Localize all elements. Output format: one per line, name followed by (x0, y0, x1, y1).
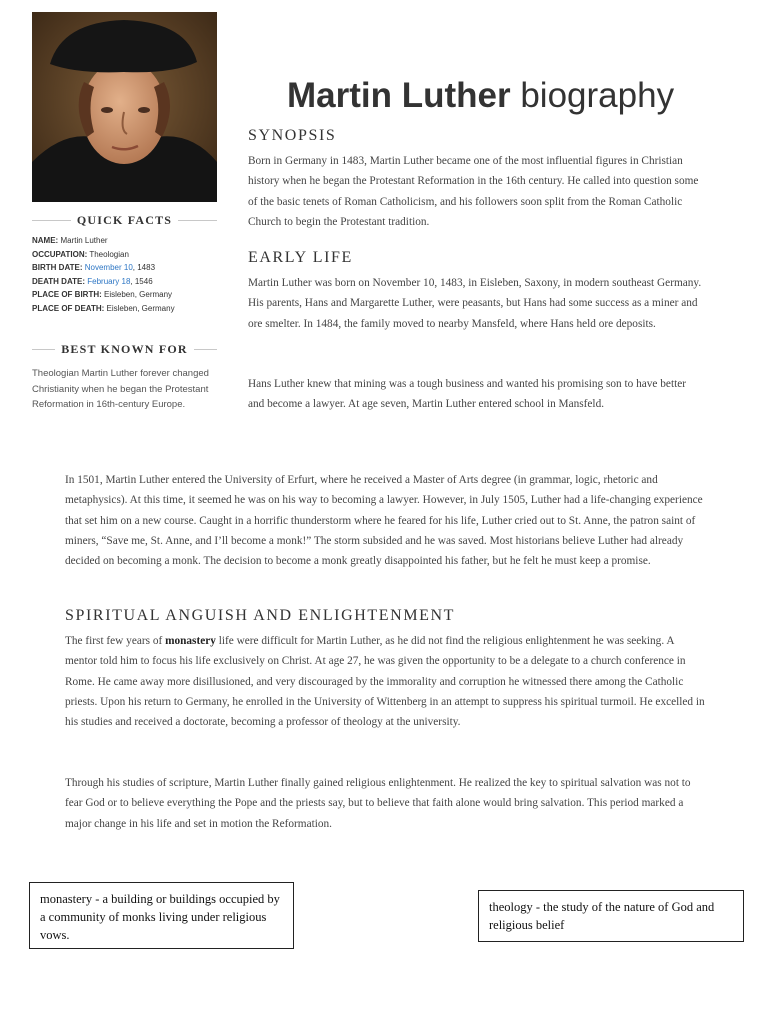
monastery-definition-box: monastery - a building or buildings occupied by a community of monks living under religious vows. (29, 882, 294, 949)
death-date-link[interactable]: February 18 (87, 276, 131, 286)
fact-place-of-death: PLACE OF DEATH: Eisleben, Germany (32, 303, 175, 313)
early-life-heading: EARLY LIFE (248, 249, 353, 266)
fact-occupation: OCCUPATION: Theologian (32, 249, 129, 259)
monastery-term: monastery (165, 635, 216, 647)
early-life-paragraph-1: Martin Luther was born on November 10, 1483, in Eisleben, Saxony, in modern southeast Germany. His parents, Hans and Margarette Luther, were peasants, but Hans had some success as a miner and ore smelter. In 1484, the family moved to nearby Mansfeld, where Hans held ore deposits. (248, 277, 702, 330)
synopsis-paragraph: Born in Germany in 1483, Martin Luther became one of the most influential figures in Christian history when he began the Protestant Reformation in the 16th century. He called into question some of the basic tenets of Roman Catholicism, and his followers soon split from the Roman Catholic Church to begin the Protestant tradition. (248, 155, 699, 228)
synopsis-heading: SYNOPSIS (248, 127, 337, 144)
spiritual-anguish-heading: SPIRITUAL ANGUISH AND ENLIGHTENMENT (65, 607, 456, 624)
erfurt-paragraph: In 1501, Martin Luther entered the University of Erfurt, where he received a Master of Arts degree (in grammar, logic, rhetoric and metaphysics). At this time, it seemed he was on his way to becoming a lawyer. However, in July 1505, Luther had a life-changing experience that set him on a new course. Caught in a horrific thunderstorm where he feared for his life, Luther cried out to St. Anne, the patron saint of miners, “Save me, St. Anne, and I’ll become a monk!” The storm subsided and he was saved. Most historians believe Luther had already decided on becoming a monk. The decision to become a monk greatly disappointed his father, but he felt he must keep a promise. (65, 474, 703, 568)
spiritual-anguish-paragraph-1: The first few years of monastery life were difficult for Martin Luther, as he did not find the religious enlightenment he was seeking. A mentor told him to focus his life exclusively on Christ. At age 27, he was given the opportunity to be a delegate to a church conference in Rome. He came away more disillusioned, and very discouraged by the immorality and corruption he witnessed there among the Catholic priests. Upon his return to Germany, he enrolled in the University of Wittenberg in an attempt to suppress his spiritual turmoil. He excelled in his studies and received a doctorate, becoming a professor of theology at the university. (65, 635, 705, 729)
fact-death-date: DEATH DATE: February 18, 1546 (32, 276, 153, 286)
fact-name: NAME: Martin Luther (32, 236, 108, 245)
page-title: Martin Luther biography (287, 76, 675, 115)
portrait-image (32, 12, 217, 202)
theology-definition-box: theology - the study of the nature of God and religious belief (478, 890, 744, 942)
spiritual-anguish-paragraph-2: Through his studies of scripture, Martin Luther finally gained religious enlightenment. He realized the key to spiritual salvation was not to fear God or to believe everything the Pope and the priests say, but to believe that faith alone would bring salvation. This period marked a major change in his life and set in motion the Reformation. (65, 777, 691, 830)
quick-facts-list (32, 234, 232, 315)
early-life-paragraph-2: Hans Luther knew that mining was a tough business and wanted his promising son to have better and become a lawyer. At age seven, Martin Luther entered school in Mansfeld. (248, 378, 686, 411)
fact-birth-date: BIRTH DATE: November 10, 1483 (32, 263, 156, 272)
best-known-for-heading: BEST KNOWN FOR (32, 342, 217, 357)
best-known-for-text: Theologian Martin Luther forever changed Christianity when he began the Protestant Reformation in 16th-century Europe. (32, 368, 209, 410)
quick-facts-heading: QUICK FACTS (32, 213, 217, 228)
birth-date-link[interactable]: November 10 (84, 263, 133, 272)
martin-luther-portrait (32, 12, 217, 202)
fact-place-of-birth: PLACE OF BIRTH: Eisleben, Germany (32, 290, 173, 299)
